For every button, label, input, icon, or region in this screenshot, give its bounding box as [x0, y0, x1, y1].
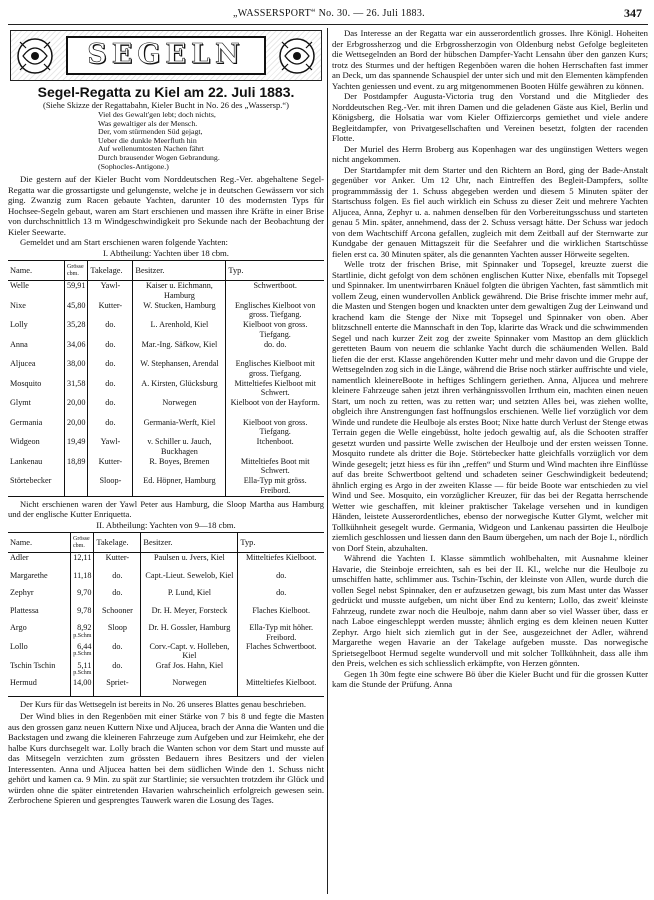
table-row [8, 588, 324, 606]
cell-name: Glymt [10, 398, 31, 408]
ornament-left-icon [14, 36, 56, 76]
intro-paragraph-2: Gemeldet und am Start erschienen waren folgende Yachten: [20, 237, 228, 248]
header-rule [8, 24, 648, 25]
left-column [8, 28, 324, 894]
division-2-table [8, 532, 324, 697]
cell-type: Schwertboot. [226, 281, 324, 301]
table-row [8, 457, 324, 477]
cell-type: Flaches Schwertboot. [238, 642, 324, 661]
ornament-right-icon [276, 36, 318, 76]
cell-size: 14,00 [71, 678, 94, 696]
cell-size: 9,70 [71, 588, 94, 606]
cell-size: 45,80 [65, 301, 88, 321]
running-title: „WASSERSPORT“ No. 30. — 26. Juli 1883. [233, 8, 425, 19]
cell-owner: Graf Jos. Hahn, Kiel [141, 661, 238, 679]
table-row [8, 340, 324, 360]
col-name-header: Name. [8, 533, 71, 553]
division-2-title: II. Abtheilung: Yachten von 9—18 cbm. [96, 519, 236, 530]
intro-paragraph: Die gestern auf der Kieler Bucht vom Norddeutschen Reg.-Ver. abgehaltene Segel-Regatta war die grossartigste und gelungenste, welche je in deutschen Gewässern vor sich ging. Zwanzig zum Racen gebaute Yachten, darunter 10 des modernsten Typs für Hochsee-Segeln gebaut, waren am Start erschienen und massen ihre Kräfte in einer Brise von durchschnittlich 13 m Windgeschwindigkeit pro Sekunde nach der Beobachtung der Kieler Seewarte. [8, 174, 324, 237]
table-row [8, 418, 324, 438]
cell-name: Adler [10, 553, 29, 563]
table-row [8, 661, 324, 679]
cell-owner: W. Stephansen, Arendal [133, 359, 226, 379]
cell-type: Mitteltiefes Kielboot mit Schwert. [226, 379, 324, 399]
table-row [8, 553, 324, 571]
division-2-note: Der Kurs für das Wettsegeln ist bereits in No. 26 unseres Blattes genau beschrieben. [20, 698, 306, 709]
section-title: SEGELN [87, 39, 245, 71]
table-row [8, 359, 324, 379]
col-type-header: Typ. [226, 261, 324, 281]
cell-owner: P. Lund, Kiel [141, 588, 238, 606]
cell-owner: Dr. H. Gossler, Hamburg [141, 623, 238, 642]
table-row [8, 320, 324, 340]
cell-rig: do. [88, 398, 133, 418]
table-header-row [8, 261, 324, 281]
cell-owner: Mar.-Ing. Säfkow, Kiel [133, 340, 226, 360]
cell-size: 12,11 [71, 553, 94, 571]
cell-owner: Kaiser u. Eichmann, Hamburg [133, 281, 226, 301]
cell-rig: do. [88, 379, 133, 399]
cell-name: Margarethe [10, 570, 48, 580]
cell-size: 34,06 [65, 340, 88, 360]
table-row [8, 476, 324, 496]
col-rig-header: Takelage. [94, 533, 141, 553]
right-paragraph: Welle trotz der frischen Brise, mit Spinnaker und Topsegel, kreuzte zuerst die Startlinie, dicht gefolgt von dem schönen englischen Kutter Nixe, ebenfalls mit Topsegel und Spinnaker. Im unentwirrbaren Knäuel folgten die übrigen Yachten, fast sämmtlich mit vollem Zeug, einen wundervollen Anblick gewährend. Die Brise frischte immer mehr auf, die Masten und Stengen bogen und knackten unter dem gewaltigen Zug der Leinwand und krachend kam die Stenge der Nixe mit Topsegel und Spinnaker von oben. Aber blitzschnell enterte die Mannschaft in den Top, klarirte das Wrack und die schwimmenden Segel und nach kurzer Zeit zog der zweite Spinnaker vom Masttop an dem glücklich geretteten Baum von neuem die schlanke Yacht durch die schäumenden Wellen. Bald liefen die der erst. Klasse angehörenden Kutter mehr und mehr davon und die Gruppe der Wettsegelnden zog sich in die Länge, während die Brise noch stärker auffrischte und viele, namentlich kleinereBoote in heftiges Schlingern geriethen. Anna, Aljucea und mehrere kleinere Fahrzeuge sahen jetzt ihren verhängnissvollen Irrthum ein, machten einen neuen Start, um noch zu retten, was zu retten war; und setzten Alles bei, was ziehen wollte, obgleich ihre Anstrengungen fast hoffnungslos erschienen. Welle lief vorzüglich vor dem Winde und rundete die Heulboje als erstes Boot; Nixe hatte durch Verlust der Stenge etwas Terrain gegen die Welle eingebüsst, holte jedoch gewaltig auf, als die Schooten straffer gesetzt wurden und passirte Welle zwischen der Heulboje und der ersten weissen Tonne. Mosquito rundete als dritter die Boje. Störtebecker hatte gleichfalls vorzüglich vor dem Winde gesegelt; jetzt hiess es für ihn „reffen“ und Sturm und Wind machten ihre Einflüsse auf das breite Schwertboot geltend und schadeten seiner Geschwindigkeit bedeutend; ähnlich erging es Argo in der zweiten Klasse — für beide Boote war entschieden zu viel Wind und See. Mosquito, ein vorzüglicher Kreuzer, für das bei der Regatta herrschende Wetter wie geschaffen, mit kleiner praktischer Takelage versehen und in kundigen Händen, leistete Ausserordentliches, ebenso der norwegische Kutter Glymt, welcher mit Tollkühnheit gesegelt wurde. Germania, Widgeon und Lankenau passirten die Heulboje ziemlich geschlossen und liessen dann den Baum übergehen, um nach der Boje I., nördlich von Dorf Stein, abzuhalten. [332, 259, 648, 553]
division-1-note: Nicht erschienen waren der Yawl Peter aus Hamburg, die Sloop Martha aus Hamburg und der englische Kutter Enriquetta. [8, 498, 324, 520]
cell-name: Nixe [10, 300, 26, 310]
cell-name: Argo [10, 623, 27, 633]
cell-size: 6,44 p.Schm [71, 642, 94, 661]
right-paragraph: Der Muriel des Herrn Broberg aus Kopenhagen war des ungünstigen Wetters wegen nicht angekommen. [332, 143, 648, 164]
table-row [8, 437, 324, 457]
cell-rig: Schooner [94, 606, 141, 624]
cell-rig: do. [88, 320, 133, 340]
cell-name: Anna [10, 339, 28, 349]
cell-owner: v. Schiller u. Jauch, Buckhagen [133, 437, 226, 457]
cell-owner: Ed. Höpner, Hamburg [133, 476, 226, 496]
cell-owner: A. Kirsten, Glücksburg [133, 379, 226, 399]
cell-owner: Dr. H. Meyer, Forsteck [141, 606, 238, 624]
table-row [8, 623, 324, 642]
article-headline: Segel-Regatta zu Kiel am 22. Juli 1883. [37, 84, 295, 100]
cell-owner: Corv.-Capt. v. Holleben, Kiel [141, 642, 238, 661]
cell-owner: Germania-Werft, Kiel [133, 418, 226, 438]
cell-size: 38,00 [65, 359, 88, 379]
cell-type: Kielboot von gross. Tiefgang. [226, 320, 324, 340]
column-divider [327, 28, 328, 894]
cell-type: Ella-Typ mit gröss. Freibord. [226, 476, 324, 496]
cell-rig: Kutter- [94, 553, 141, 571]
col-owner-header: Besitzer. [133, 261, 226, 281]
cell-type: Itchenboot. [226, 437, 324, 457]
table-row [8, 642, 324, 661]
cell-name: Germania [10, 417, 43, 427]
cell-owner: L. Arenhold, Kiel [133, 320, 226, 340]
cell-type: Englisches Kielboot mit gross. Tiefgang. [226, 359, 324, 379]
cell-size: 9,78 [71, 606, 94, 624]
cell-rig: Kutter- [88, 301, 133, 321]
cell-name: Störtebecker [8, 476, 65, 496]
cell-rig: Spriet- [94, 678, 141, 696]
table-row [8, 301, 324, 321]
table-row [8, 606, 324, 624]
cell-rig: Sloop- [88, 476, 133, 496]
cell-owner: Norwegen [141, 678, 238, 696]
left-closing-paragraph: Der Wind blies in den Regenböen mit einer Stärke von 7 bis 8 und fegte die Masten aus den grossen ganz neuen Kuttern Nixe und Aljucea, brach der Anna die Wanten und die Backstagen und zwang die kleineren Fahrzeuge zum Aufgeben und zur Heimkehr, ehe der halbe Kurs durchsegelt war. Lolly brach die Wanten schon vor dem Start und musste auf das Mitsegeln verzichten zum grössten Bedauern ihres Besitzers und der vielen Interessenten. Anna und Aljucea hatten bei dem südlichen Winde den 1. Schuss nicht gehört und kamen ca. 9 Min. zu spät zur Startlinie; sie versuchten trotzdem ihr Glück und würden ohne die später eintretenden Havarien wahrscheinlich erfolgreich gewesen sein. Zerbrochene Spieren und gesprengtes Tauwerk waren die Losung des Tages. [8, 711, 324, 806]
cell-size: 8,92 p.Schm [71, 623, 94, 642]
cell-name: Lankenau [10, 456, 43, 466]
cell-size: 59,91 [65, 281, 88, 301]
cell-size [65, 476, 88, 496]
cell-name: Aljucea [10, 359, 36, 369]
cell-type: Englisches Kielboot von gross. Tiefgang. [226, 301, 324, 321]
cell-owner: R. Boyes, Bremen [133, 457, 226, 477]
cell-rig: Yawl- [88, 281, 133, 301]
cell-name: Widgeon [10, 437, 40, 447]
cell-type: do. [238, 588, 324, 606]
cell-rig: do. [94, 642, 141, 661]
division-1-title: I. Abtheilung: Yachten über 18 cbm. [103, 247, 229, 258]
cell-size: 20,00 [65, 418, 88, 438]
division-1-rows [8, 281, 324, 497]
col-owner-header: Besitzer. [141, 533, 238, 553]
article-subtitle: (Siehe Skizze der Regattabahn, Kieler Bucht in No. 26 des „Wassersp.“) [43, 99, 289, 110]
cell-rig: Sloop [94, 623, 141, 642]
cell-type: Kielboot von der Hayform. [226, 398, 324, 418]
cell-size: 5,11 p.Schm [71, 661, 94, 679]
cell-name: Lollo [10, 641, 28, 651]
right-paragraph: Während die Yachten I. Klasse sämmtlich wohlbehalten, mit Ausnahme kleiner Havarie, die Steinboje erreichten, sah es bei der II. Kl., welche nur die Heulboje zu umschiffen hatte, schlimmer aus. Tschin-Tschin, der kleinste von Allen, wurde durch die vollen Segel nebst Spinnaker, den er aufzusetzen gewagt, bis zum Mast unter das Wasser gedrückt und musste aufgeben, um nicht über End zu kentern; Lollo, das zweit' kleinste Fahrzeug, rundete zwar noch die Heulboje, nahm dann aber so viel Wasser über, dass er nach Laboe eingeschleppt werden musste; ähnlich erging es dem kleinen neuen Kutter Zephyr. Argo hielt sich ziemlich gut in der See, ausgezeichnet der Adler, während Margarethe wegen Havarie an der Takelage aufgeben musste. Das norwegische Sprietsegelboot Hermud segelte wundervoll und mit solcher Tollkühnheit, dass alle ihm den Preis, welchen es sich schliesslich erkämpfte, von Herzen gönnten. [332, 553, 648, 668]
division-1-table [8, 260, 324, 497]
table-row [8, 281, 324, 301]
cell-rig: do. [88, 359, 133, 379]
table-row [8, 398, 324, 418]
cell-type: do. do. [226, 340, 324, 360]
cell-owner: Paulsen u. Jvers, Kiel [141, 553, 238, 571]
cell-name: Plattessa [10, 605, 39, 615]
cell-rig: do. [88, 340, 133, 360]
cell-rig: do. [88, 418, 133, 438]
cell-rig: do. [94, 588, 141, 606]
right-paragraph: Gegen 1h 30m fegte eine schwere Bö über die Kieler Bucht und für die grossen Kutter kam die Stunde der Prüfung. Anna [332, 668, 648, 689]
cell-type [238, 661, 324, 679]
running-header [14, 6, 644, 22]
division-2-rows [8, 553, 324, 697]
cell-type: Mitteltiefes Kielboot. [238, 553, 324, 571]
cell-rig: do. [94, 571, 141, 589]
cell-size: 35,28 [65, 320, 88, 340]
table-header-row [8, 533, 324, 553]
col-size-header: Grösse cbm. [71, 533, 94, 553]
cell-name: Zephyr [10, 588, 34, 598]
cell-owner: Capt.-Lieut. Sewelob, Kiel [141, 571, 238, 589]
cell-size: 19,49 [65, 437, 88, 457]
cell-rig: Yawl- [88, 437, 133, 457]
right-paragraph: Der Startdampfer mit dem Starter und den Richtern an Bord, ging der Bade-Anstalt gegenüber vor Anker. Um 12 Uhr, nach Eintreffen des Begleit-Dampfers, sollte programmmässig der 1. Schuss abgegeben werden und diesem 5 Minuten später der Startschuss folgen. Es fiel auch wirklich ein Schuss zu dieser Zeit und mehrere Yachten Aljucea, Anna, Zephyr u. a. nahmen denselben für den Vorbereitungsschuss und starteten genau 5 Min. später, annehmend, dass der 2. Schuss versagt hätte. Der Schuss war jedoch von dem Wachtschiff Arcona gefallen, zugleich mit dem Zeitball auf der Sternwarte zur Kundgabe der genauen Mittagszeit für die Seefahrer und die wirklichen Startschüsse fielen erst ca. 30 Minuten später, als die genannten Yachten ausser Hörweite segelten. [332, 164, 648, 259]
epigraph-poem: Viel des Gewalt'gen lebt; doch nichts, Was gewaltiger als der Mensch. Der, vom stürmenden Süd gejagt, Ueber die dunkle Meerfluth hin Auf wellenumtosten Nachen fährt Durch brausender Wogen Gebrandung. (Sophocles-Antigone.) [98, 110, 220, 171]
cell-name: Mosquito [10, 378, 42, 388]
cell-type: Flaches Kielboot. [238, 606, 324, 624]
right-paragraph: Der Postdampfer Augusta-Victoria trug den Vorstand und die Mitglieder des Norddeutschen Reg.-Ver. mit ihren Damen und die geladenen Gäste aus Kiel, Berlin und Königsberg, die Holsatia war vom Kieler Offiziercorps gemiethet und viele andere Begleitdampfer, von Privatgesellschaften und Vereinen besetzt, folgten der racenden Flotte. [332, 91, 648, 143]
right-column [332, 28, 648, 894]
cell-rig: Kutter- [88, 457, 133, 477]
banner-plate [66, 36, 266, 75]
cell-size: 11,18 [71, 571, 94, 589]
cell-rig: do. [94, 661, 141, 679]
table-row [8, 571, 324, 589]
cell-owner: W. Stucken, Hamburg [133, 301, 226, 321]
cell-size: 31,58 [65, 379, 88, 399]
cell-size: 18,89 [65, 457, 88, 477]
col-type-header: Typ. [238, 533, 324, 553]
cell-name: Hermud [8, 678, 71, 696]
cell-type: Mitteltiefes Kielboot. [238, 678, 324, 696]
cell-type: Mitteltiefes Boot mit Schwert. [226, 457, 324, 477]
page-number: 347 [624, 6, 642, 20]
section-banner [8, 28, 324, 83]
cell-name: Welle [10, 281, 29, 291]
cell-type: Kielboot von gross. Tiefgang. [226, 418, 324, 438]
cell-owner: Norwegen [133, 398, 226, 418]
table-row [8, 379, 324, 399]
cell-size: 20,00 [65, 398, 88, 418]
cell-name: Tschin Tschin [10, 660, 56, 670]
cell-type: Ella-Typ mit höher. Freibord. [238, 623, 324, 642]
col-name-header: Name. [8, 261, 65, 281]
cell-type: do. [238, 571, 324, 589]
col-rig-header: Takelage. [88, 261, 133, 281]
col-size-header: Grösse cbm. [65, 261, 88, 281]
right-paragraph: Das Interesse an der Regatta war ein ausserordentlich grosses. Ihre Königl. Hoheiten der Erbgrossherzog und die Erbgrossherzogin von Oldenburg nebst Gefolge begleiteten die Wettsegelnden an Bord der hübschen Dampfer-Yacht Lensahn über den ganzen Kurs; trotz des Sturmes und der heftigen Regenböen waren die hohen Herrschaften fast immer an Deck, um das spannende Schauspiel der unter sich und mit den Elementen kämpfenden Yachten geniessen und event. zu arg mitgenommenen Booten Hülfe gewähren zu können. [332, 28, 648, 91]
cell-name: Lolly [10, 320, 28, 330]
table-row [8, 678, 324, 696]
